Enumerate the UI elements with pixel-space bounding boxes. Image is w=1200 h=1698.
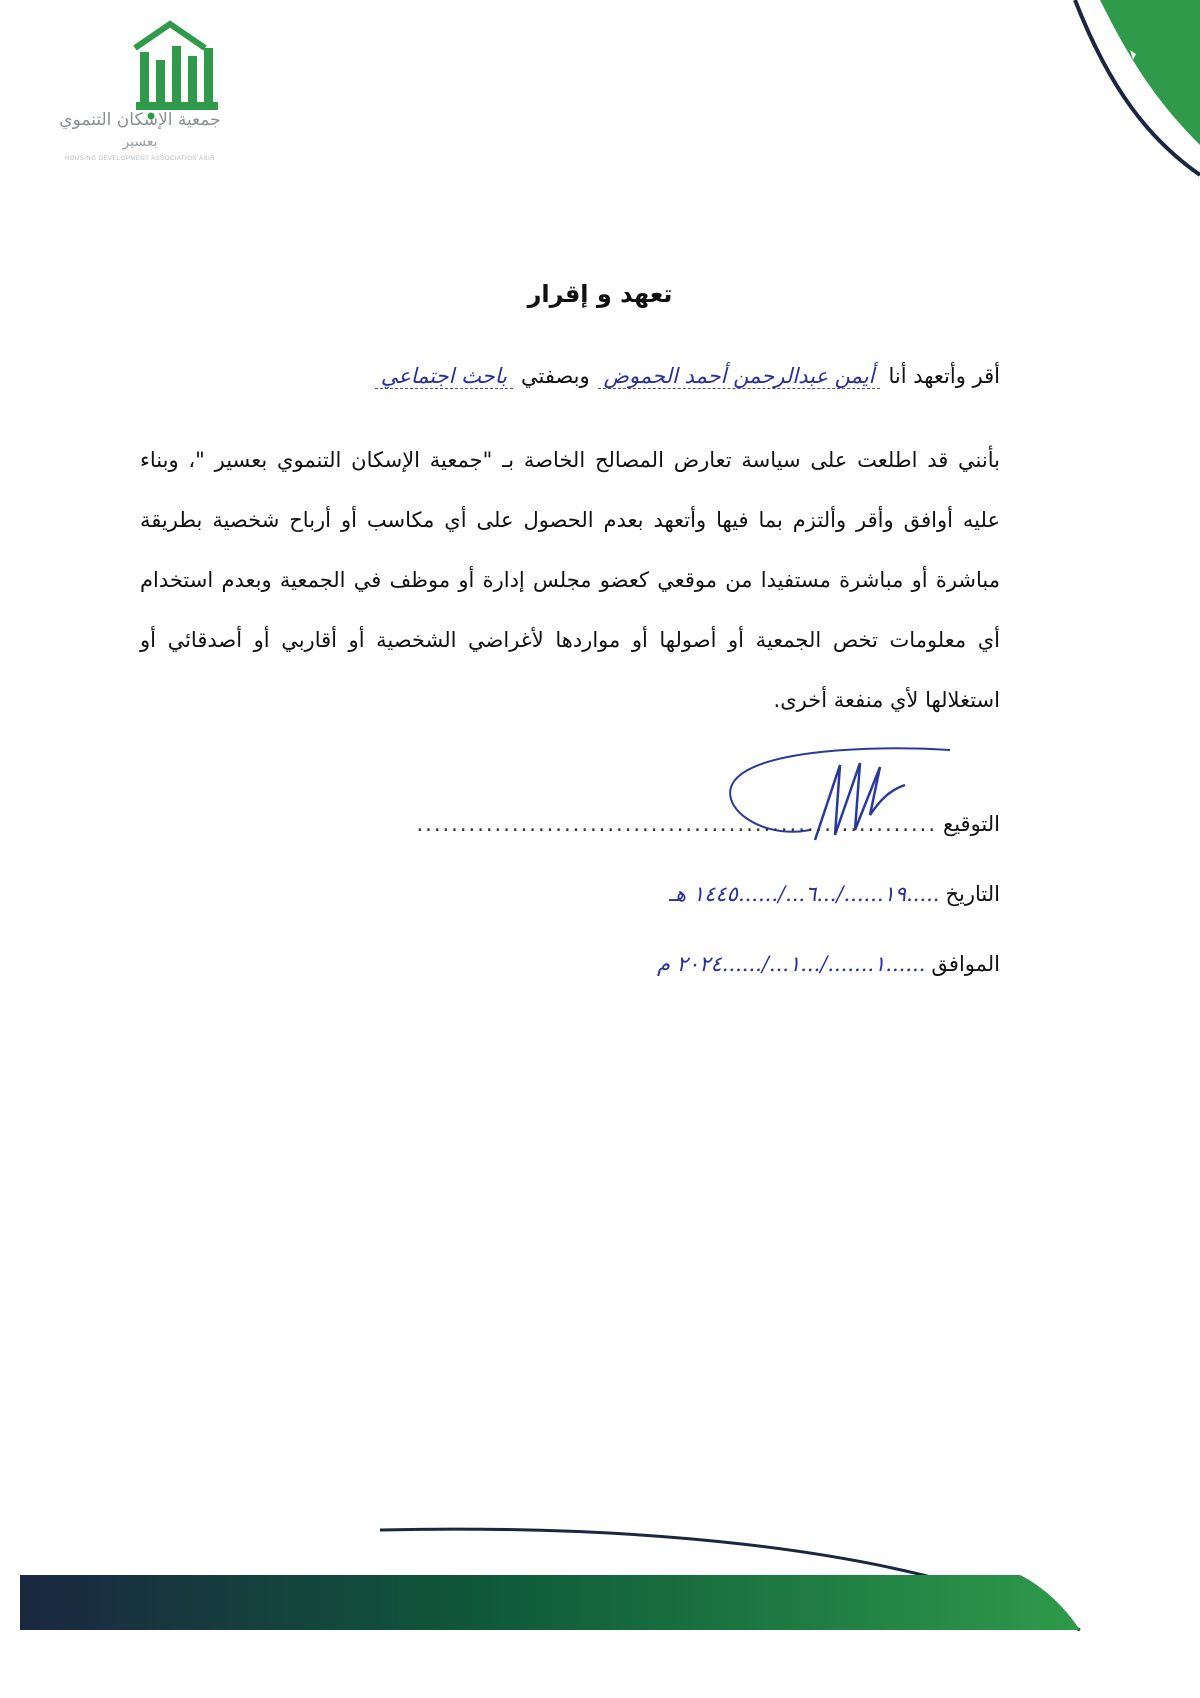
person-name: أيمن عبدالرحمن أحمد الحموض bbox=[598, 364, 881, 389]
signature-dots: ............................................................ bbox=[416, 812, 938, 836]
signature-field bbox=[416, 812, 1000, 836]
hijri-date: .....١٩....../...٦.../......١٤٤٥ هـ bbox=[668, 882, 940, 906]
capacity-label: وبصفتي bbox=[520, 364, 590, 388]
hijri-date-field bbox=[669, 882, 1000, 906]
corner-decoration bbox=[980, 0, 1200, 200]
gregorian-date: ......١......./...١.../......٢٠٢٤ م bbox=[656, 952, 926, 976]
signature-label: التوقيع bbox=[943, 812, 1000, 836]
gregorian-date-field bbox=[657, 952, 1000, 976]
gregorian-label: الموافق bbox=[931, 952, 1000, 976]
organization-name: جمعية الإسكان التنموي bbox=[59, 110, 221, 130]
capacity-value: باحث اجتماعي bbox=[375, 364, 513, 389]
declaration-body: بأنني قد اطلعت على سياسة تعارض المصالح الخاصة بـ "جمعية الإسكان التنموي بعسير "، وبناء عليه أوافق وأقر وألتزم بما فيها وأتعهد بعدم الحصول على أي مكاسب أو أرباح شخصية بطريقة مباشرة أو مباشرة مستفيدا من موقعي كعضو مجلس إدارة أو موظف في الجمعية وبعدم استخدام أي معلومات تخص الجمعية أو أصولها أو مواردها لأغراضي الشخصية أو أقاربي أو أصدقائي أو استغلالها لأي منفعة أخرى. bbox=[140, 448, 1000, 712]
organization-english-name: HOUSING DEVELOPMENT ASSOCIATION ASIR bbox=[64, 156, 216, 162]
organization-location: بعسير bbox=[122, 134, 158, 150]
footer-decoration bbox=[0, 1520, 1200, 1680]
declaration-intro-line bbox=[375, 364, 1000, 389]
intro-prefix: أقر وأتعهد أنا bbox=[888, 364, 1000, 388]
document-title: تعهد و إقرار bbox=[527, 280, 673, 308]
date-label: التاريخ bbox=[945, 882, 1000, 906]
